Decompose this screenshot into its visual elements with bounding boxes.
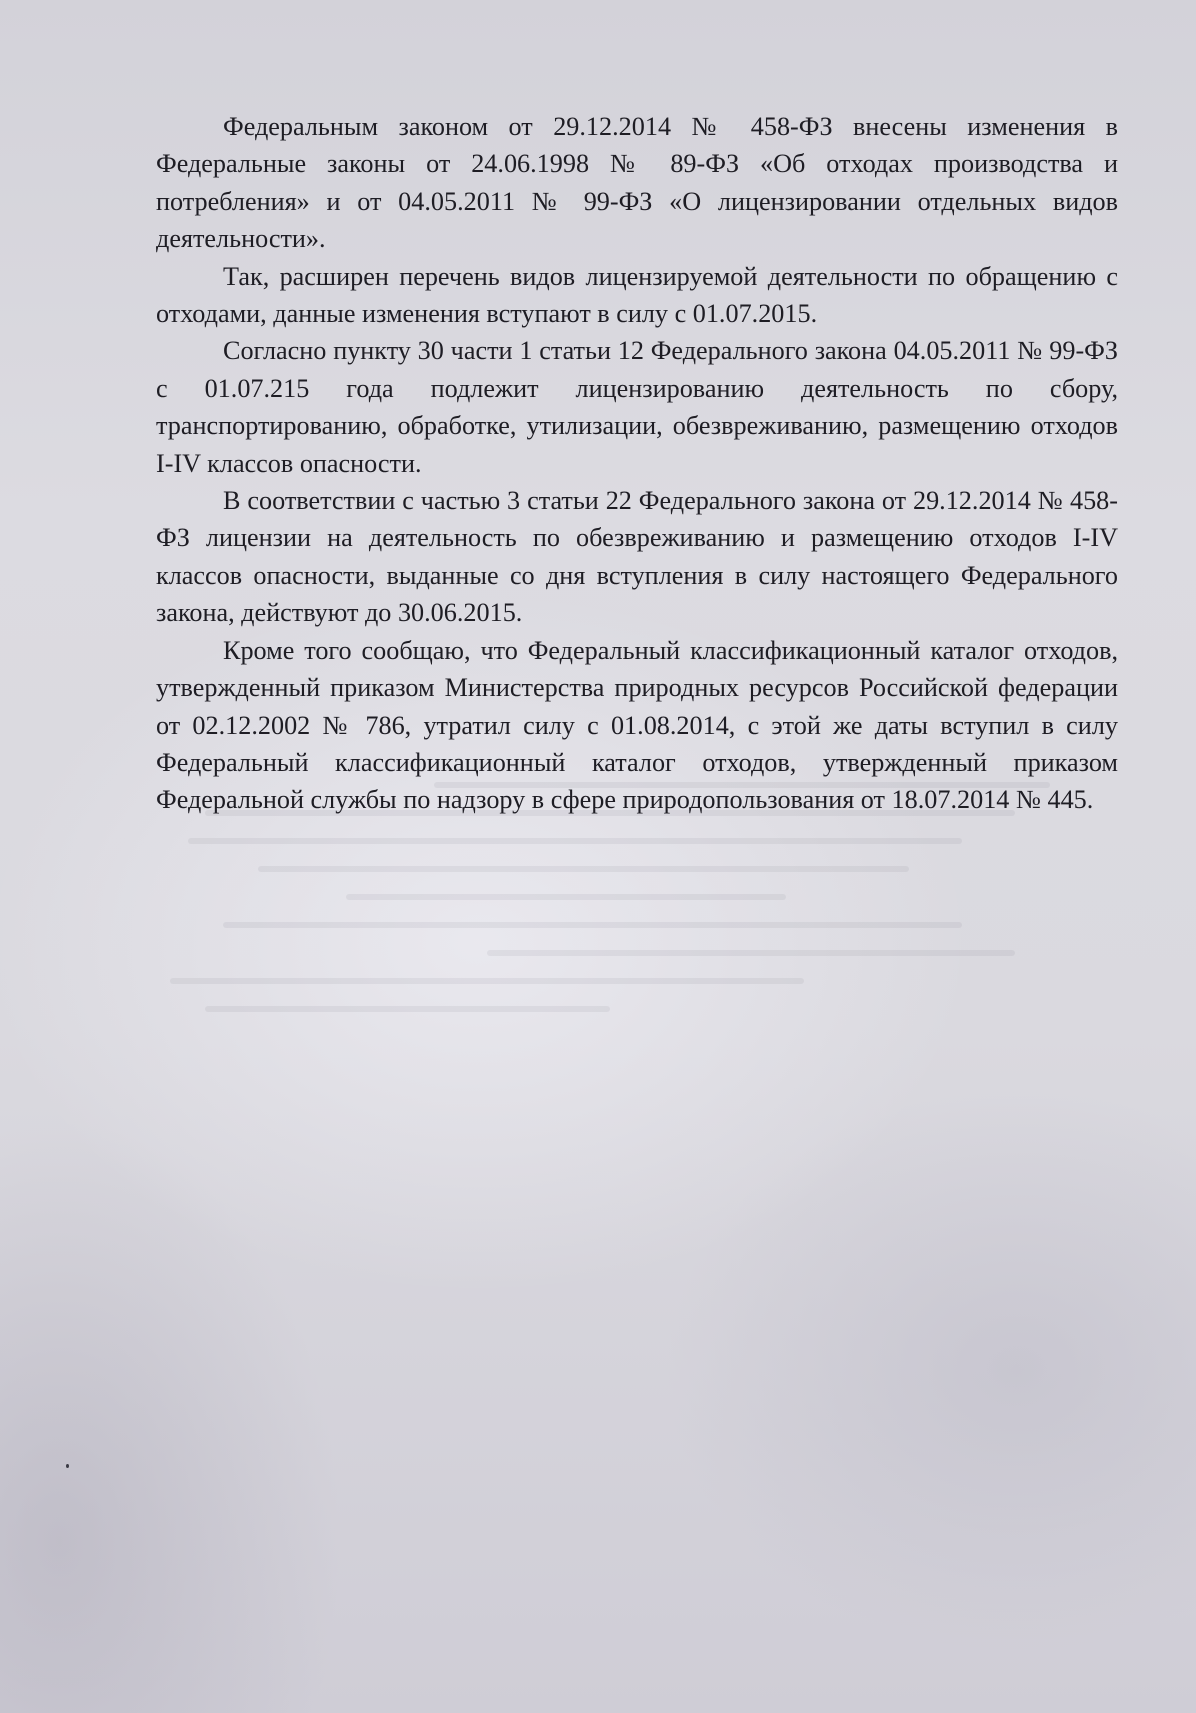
letter-body — [156, 108, 1118, 819]
paragraph-license-validity: В соответствии с частью 3 статьи 22 Федерального закона от 29.12.2014 № 458-ФЗ лицензии на деятельность по обезвреживанию и размещению отходов I-IV классов опасности, выданные со дня вступления в силу настоящего Федерального закона, действуют до 30.06.2015. — [156, 486, 1118, 628]
paragraph-law-amendments: Федеральным законом от 29.12.2014 № 458-ФЗ внесены изменения в Федеральные законы от 24.06.1998 № 89-ФЗ «Об отходах производства и потребления» и от 04.05.2011 № 99-ФЗ «О лицензировании отдельных видов деятельности». — [156, 112, 1118, 254]
paragraph-licensing-scope: Согласно пункту 30 части 1 статьи 12 Федерального закона 04.05.2011 № 99-ФЗ с 01.07.215 года подлежит лицензированию деятельность по сбору, транспортированию, обработке, утилизации, обезвреживанию, размещению отходов I-IV классов опасности. — [156, 336, 1118, 478]
paragraph-waste-catalog: Кроме того сообщаю, что Федеральный классификационный каталог отходов, утвержденный приказом Министерства природных ресурсов Российской федерации от 02.12.2002 № 786, утратил силу с 01.08.2014, с этой же даты вступил в силу Федеральный классификационный каталог отходов, утвержденный приказом Федеральной службы по надзору в сфере природопользования от 18.07.2014 № 445. — [156, 635, 1118, 815]
paragraph-licensing-expansion: Так, расширен перечень видов лицензируемой деятельности по обращению с отходами, данные изменения вступают в силу с 01.07.2015. — [156, 261, 1118, 329]
paper-speck — [66, 1464, 69, 1468]
